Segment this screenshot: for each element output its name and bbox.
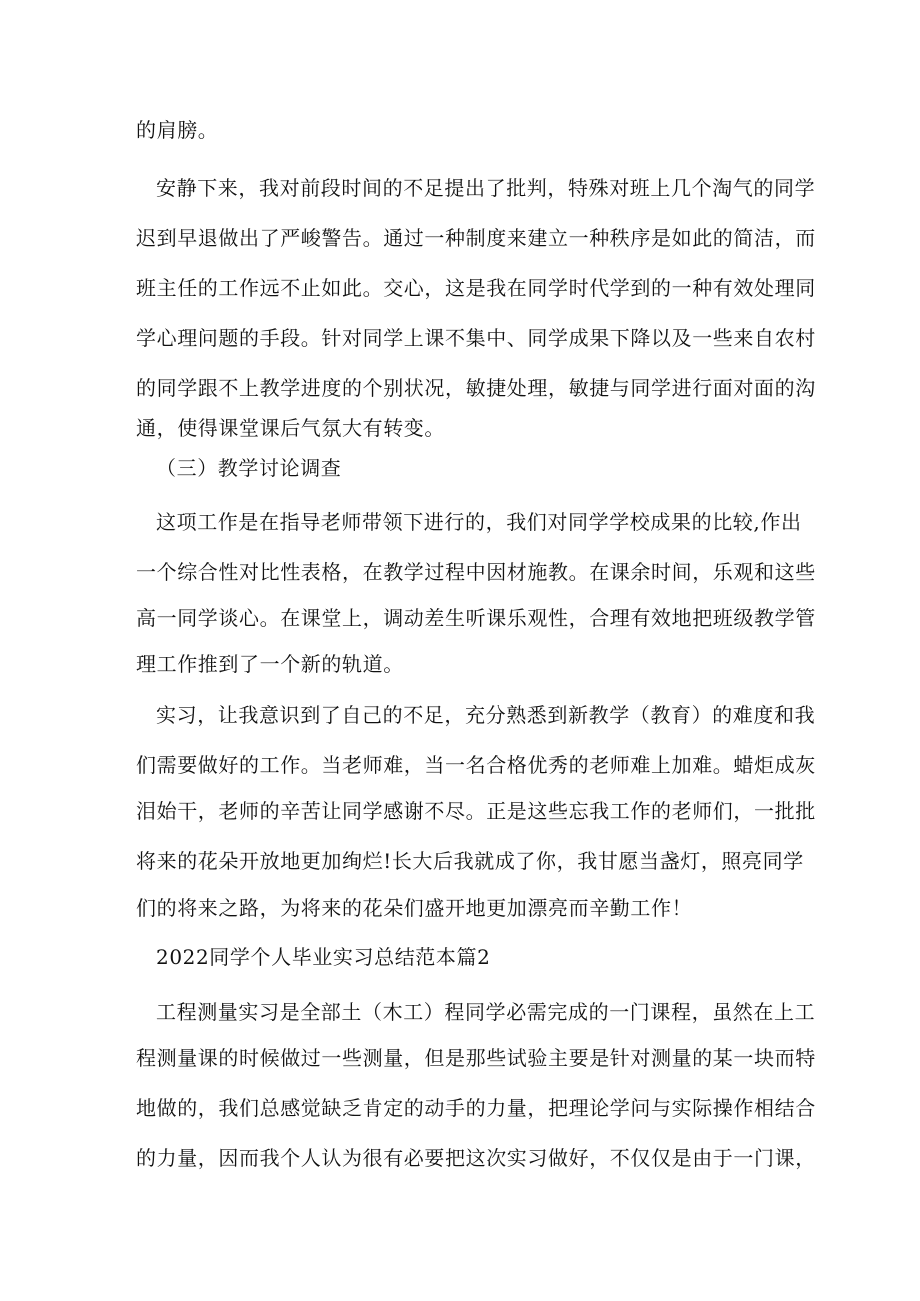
text-line: 安静下来，我对前段时间的不足提出了批判，特殊对班上几个淘气的同学	[156, 176, 816, 200]
text-line: 工程测量实习是全部土（木工）程同学必需完成的一门课程，虽然在上工	[156, 1000, 816, 1024]
text-line: 通，使得课堂课后气氛大有转变。	[136, 416, 445, 440]
text-line: 们需要做好的工作。当老师难，当一名合格优秀的老师难上加难。蜡炬成灰	[136, 753, 816, 777]
text-line: 的同学跟不上教学进度的个别状况，敏捷处理，敏捷与同学进行面对面的沟	[136, 376, 816, 400]
text-line: 迟到早退做出了严峻警告。通过一种制度来建立一种秩序是如此的简洁，而	[136, 226, 816, 250]
text-line: 泪始干，老师的辛苦让同学感谢不尽。正是这些忘我工作的老师们，一批批	[136, 799, 816, 823]
text-line: 这项工作是在指导老师带领下进行的，我们对同学学校成果的比较,作出	[156, 510, 802, 534]
section-heading: 2022同学个人毕业实习总结范本篇2	[156, 945, 491, 969]
text-line: 学心理问题的手段。针对同学上课不集中、同学成果下降以及一些来自农村	[136, 326, 816, 350]
text-line: 一个综合性对比性表格，在教学过程中因材施教。在课余时间，乐观和这些	[136, 560, 816, 584]
text-line: 的肩膀。	[136, 118, 219, 142]
text-line: 班主任的工作远不止如此。交心，这是我在同学时代学到的一种有效处理同	[136, 276, 816, 300]
section-heading: （三）教学讨论调查	[156, 456, 342, 480]
text-line: 程测量课的时候做过一些测量，但是那些试验主要是针对测量的某一块而特	[136, 1046, 816, 1070]
text-line: 实习，让我意识到了自己的不足，充分熟悉到新教学（教育）的难度和我	[156, 703, 816, 727]
text-line: 的力量，因而我个人认为很有必要把这次实习做好，不仅仅是由于一门课，	[136, 1146, 816, 1170]
text-line: 高一同学谈心。在课堂上，调动差生听课乐观性，合理有效地把班级教学管	[136, 606, 816, 630]
text-line: 将来的花朵开放地更加绚烂!长大后我就成了你，我甘愿当盏灯，照亮同学	[136, 849, 804, 873]
text-line: 理工作推到了一个新的轨道。	[136, 652, 404, 676]
text-line: 们的将来之路，为将来的花朵们盛开地更加漂亮而辛勤工作！	[136, 896, 693, 920]
text-line: 地做的，我们总感觉缺乏肯定的动手的力量，把理论学问与实际操作相结合	[136, 1096, 816, 1120]
